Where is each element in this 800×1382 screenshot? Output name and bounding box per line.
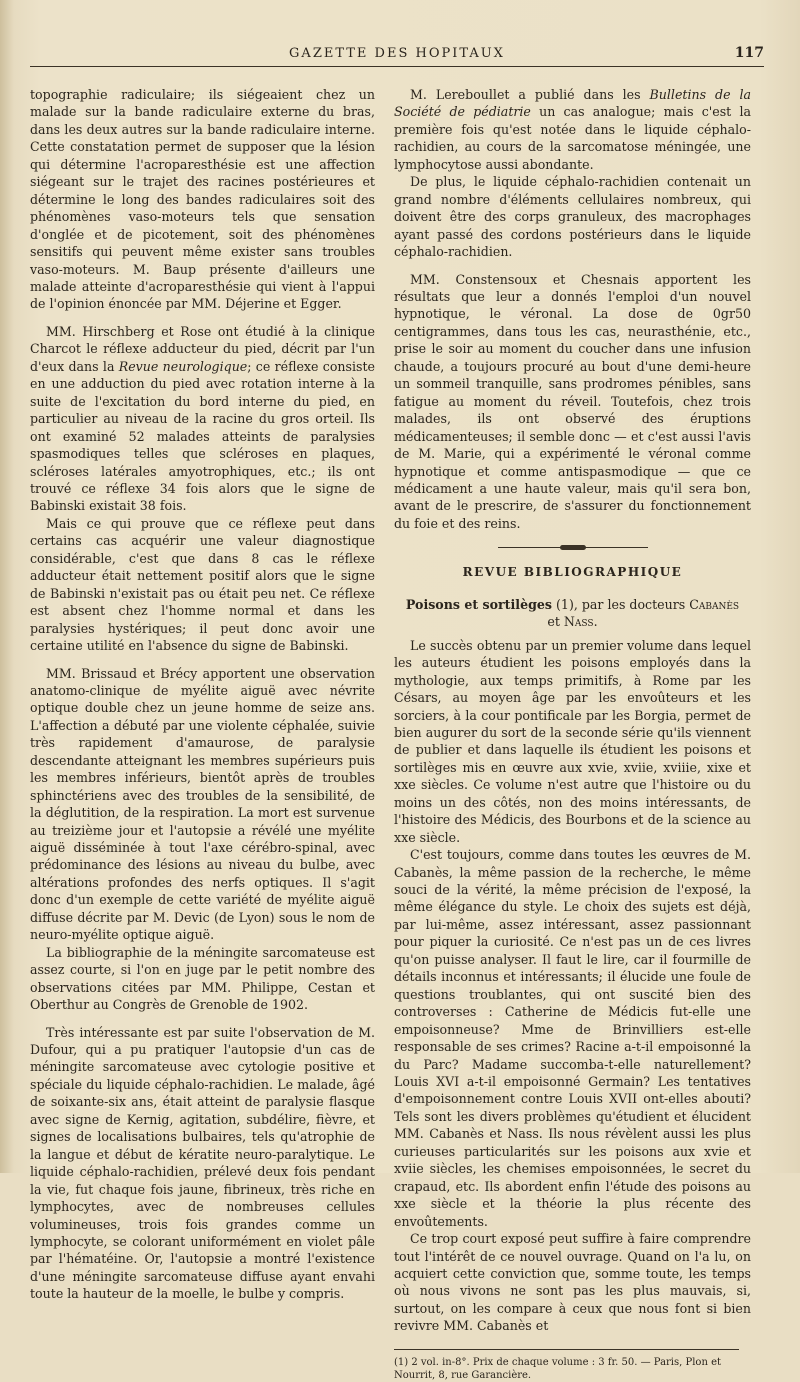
right-column bbox=[394, 86, 751, 1382]
paragraph: C'est toujours, comme dans toutes les œuvres de M. Cabanès, la même passion de la recherche, le même souci de la vérité, la même précision de l'exposé, la même élégance du style. Le choix des sujets est déjà, par lui-même, assez intéressant, assez passionnant pour piquer la curiosité. Ce n'est pas un de ces livres qu'on puisse analyser. Il faut le lire, car il fourmille de détails inconnus et intéressants; il élucide une foule de questions troublantes, qui ont suscité bien des controverses : Catherine de Médicis fut-elle une empoisonneuse? Mme de Brinvilliers est-elle responsable de ses crimes? Racine a-t-il empoisonné la du Parc? Madame succomba-t-elle naturellement? Louis XVI a-t-il empoisonné Germain? Les tentatives d'empoisonnement contre Louis XVII ont-elles abouti? Tels sont les divers problèmes qu'étudient et élucident MM. Cabanès et Nass. Ils nous révèlent aussi les plus curieuses particularités sur les poisons aux xvie et xviie siècles, les chemises empoisonnées, le secret du crapaud, etc. Ils abordent enfin l'étude des poisons au xxe siècle et la théorie la plus récente des envoûtements. bbox=[394, 847, 751, 1229]
paragraph: Le succès obtenu par un premier volume dans lequel les auteurs étudient les poisons employés dans la mythologie, aux temps primitifs, à Rome par les Césars, au moyen âge par les envoûteurs et les sorciers, à la cour pontificale par les Borgia, permet de bien augurer du sort de la seconde série qu'ils viennent de publier et dans laquelle ils étudient les poisons et sortilèges mis en œuvre aux xvie, xviie, xviiie, xixe et xxe siècles. Ce volume n'est autre que l'histoire ou du moins un des côtés, non des moins intéressants, de l'histoire des Médicis, des Bourbons et de la science au xxe siècle. bbox=[394, 637, 751, 845]
page-header bbox=[30, 44, 764, 67]
paragraph: MM. Brissaud et Brécy apportent une observation anatomo-clinique de myélite aiguë avec névrite optique double chez un jeune homme de seize ans. L'affection a débuté par une violente céphalée, suivie très rapidement d'amaurose, de paralysie descendante atteignant les membres supérieurs puis les membres inférieurs, bientôt après de troubles sphinctériens avec des troubles de la sensibilité, de la déglutition, de la respiration. La mort est survenue au treizième jour et l'autopsie a révélé une myélite aiguë disséminée à tout l'axe cérébro-spinal, avec prédominance des lésions au niveau du bulbe, avec altérations profondes des nerfs optiques. Il s'agit donc d'un exemple de cette variété de myélite aiguë diffuse décrite par M. Devic (de Lyon) sous le nom de neuro-myélite optique aiguë. bbox=[30, 665, 375, 943]
paragraph: La bibliographie de la méningite sarcomateuse est assez courte, si l'on en juge par le petit nombre des observations citées par MM. Philippe, Cestan et Oberthur au Congrès de Grenoble de 1902. bbox=[30, 944, 375, 1013]
author-name: Nass. bbox=[563, 614, 598, 630]
page-number: 117 bbox=[734, 45, 764, 61]
journal-name: Bulletins de la Société de pédiatrie bbox=[394, 87, 752, 120]
paragraph: M. Lereboullet a publié dans les Bulletins de la Société de pédiatrie un cas analogue; mais c'est la première fois qu'est notée dans le liquide céphalo-rachidien, au cours de la sarcomatose méningée, une lymphocytose aussi abondante. bbox=[394, 87, 752, 172]
left-column bbox=[30, 86, 375, 1303]
footnote-rule bbox=[394, 1349, 739, 1350]
section-divider bbox=[498, 544, 648, 552]
book-title: Poisons et sortilèges bbox=[405, 596, 552, 612]
journal-name: Revue neurologique bbox=[118, 358, 248, 374]
paragraph: Mais ce qui prouve que ce réflexe peut dans certains cas acquérir une valeur diagnostique considérable, c'est que dans 8 cas le réflexe adducteur était nettement positif alors que le signe de Babinski n'existait pas ou était peu net. Ce réflexe est absent chez l'homme normal et dans les paralysies hystériques; il peut donc avoir une certaine utilité en l'absence du signe de Babinski. bbox=[30, 515, 375, 654]
section-title: REVUE BIBLIOGRAPHIQUE bbox=[462, 565, 683, 580]
paragraph: Très intéressante est par suite l'observation de M. Dufour, qui a pu pratiquer l'autopsie d'un cas de méningite sarcomateuse avec cytologie positive et spéciale du liquide céphalo-rachidien. Le malade, âgé de soixante-six ans, était atteint de paralysie flasque avec signe de Kernig, agitation, subdélire, fièvre, et signes de localisations bulbaires, tels qu'atrophie de la langue et début de kératite neuro-paralytique. Le liquide céphalo-rachidien, prélevé deux fois pendant la vie, fut chaque fois jaune, fibrineux, très riche en lymphocytes, avec de nombreuses cellules volumineuses, trois fois grandes comme un lymphocyte, se colorant uniformément en violet pâle par l'hématéine. Or, l'autopsie a montré l'existence d'une méningite sarcomateuse diffuse ayant envahi toute la hauteur de la moelle, le bulbe y compris. bbox=[30, 1024, 375, 1302]
paragraph: De plus, le liquide céphalo-rachidien contenait un grand nombre d'éléments cellulaires nombreux, qui doivent être des corps granuleux, des macrophages ayant passé des cordons postérieurs dans le liquide céphalo-rachidien. bbox=[394, 174, 751, 260]
journal-title: GAZETTE DES HOPITAUX bbox=[289, 46, 505, 61]
paragraph: topographie radiculaire; ils siégeaient chez un malade sur la bande radiculaire externe du bras, dans les deux autres sur la bande radiculaire interne. Cette constatation permet de supposer que la lésion qui détermine l'acroparesthésie est une affection siégeant sur le trajet des racines postérieures et détermine le long des bandes radiculaires soit des phénomènes vaso-moteurs tels que sensation d'onglée et de picotement, soit des phénomènes sensitifs qui peuvent même exister sans troubles vaso-moteurs. M. Baup présente d'ailleurs une malade atteinte d'acroparesthésie qui vient à l'appui de l'opinion énoncée par MM. Déjerine et Egger. bbox=[30, 87, 375, 312]
author-name: Cabanès bbox=[689, 596, 740, 612]
paragraph: MM. Hirschberg et Rose ont étudié à la clinique Charcot le réflexe adducteur du pied, décrit par l'un d'eux dans la Revue neurologique; ce réflexe consiste en une adduction du pied avec rotation interne à la suite de l'excitation du bord interne du pied, en particulier au niveau de la racine du gros orteil. Ils ont examiné 52 malades atteints de paralysies spasmodiques telles que scléroses en plaques, scléroses latérales amyotrophiques, etc.; ils ont trouvé ce réflexe 34 fois alors que le signe de Babinski existait 38 fois. bbox=[30, 323, 375, 514]
book-review-heading: Poisons et sortilèges (1), par les docteurs Cabanès et Nass. bbox=[405, 596, 740, 630]
paragraph: Ce trop court exposé peut suffire à faire comprendre tout l'intérêt de ce nouvel ouvrage. Quand on l'a lu, on acquiert cette conviction que, somme toute, les temps où nous vivons ne sont pas les plus mauvais, si, surtout, on les compare à ceux que nous font si bien revivre MM. Cabanès et bbox=[394, 1231, 751, 1334]
paragraph: MM. Constensoux et Chesnais apportent les résultats que leur a donnés l'emploi d'un nouvel hypnotique, le véronal. La dose de 0gr50 centigrammes, dans tous les cas, neurasthénie, etc., prise le soir au moment du coucher dans une infusion chaude, a toujours procuré au bout d'une demi-heure un sommeil tranquille, sans prodromes pénibles, sans fatigue au moment du réveil. Toutefois, chez trois malades, ils ont observé des éruptions médicamenteuses; il semble donc — et c'est aussi l'avis de M. Marie, qui a expérimenté le véronal comme hypnotique et comme antispasmodique — que ce médicament a une haute valeur, mais qu'il sera bon, avant de le prescrire, de s'assurer du fonctionnement du foie et des reins. bbox=[394, 271, 751, 531]
footnote: (1) 2 vol. in-8°. Prix de chaque volume : 3 fr. 50. — Paris, Plon et Nourrit, 8, rue Garancière. bbox=[394, 1356, 722, 1381]
